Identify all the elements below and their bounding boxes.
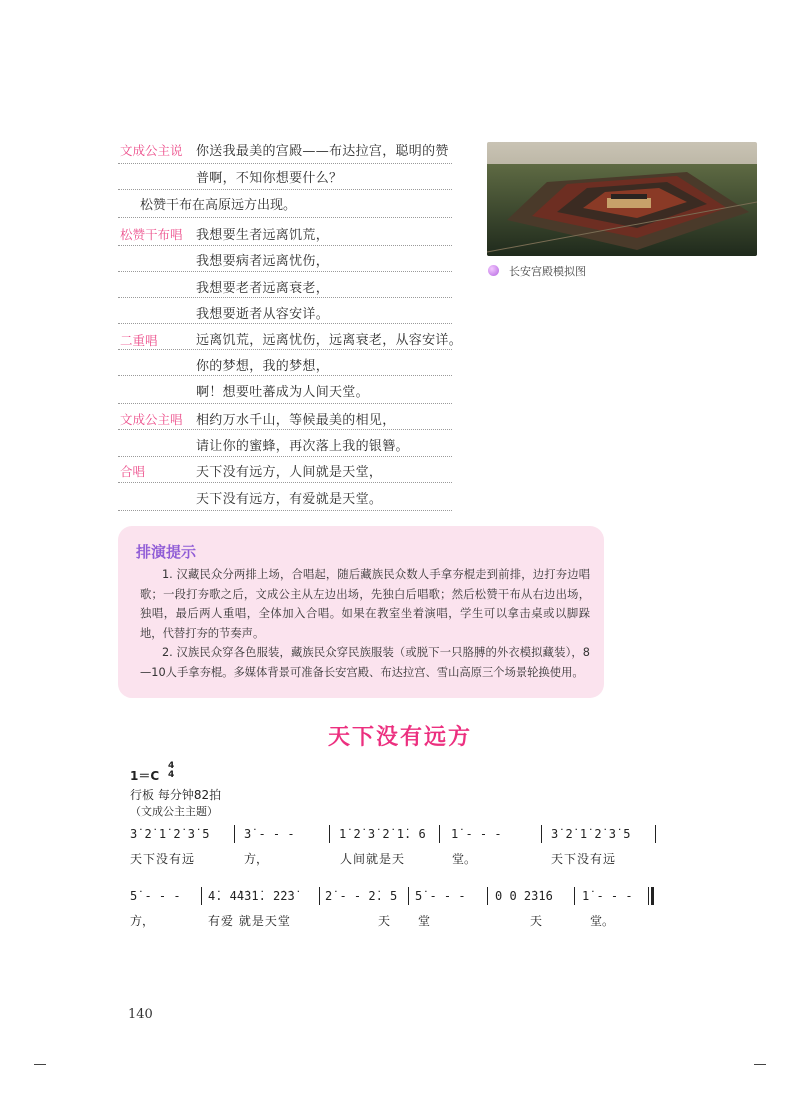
barline xyxy=(201,887,202,905)
barline xyxy=(319,887,320,905)
dialogue-line: 天下没有远方，人间就是天堂， xyxy=(196,465,383,480)
barline xyxy=(541,825,542,843)
lyric: 天 xyxy=(530,914,543,928)
barline xyxy=(329,825,330,843)
measure: 2̇ - - 2̇. 5 xyxy=(325,889,398,903)
dialogue-line: 我想要生者远离饥荒， xyxy=(196,228,330,243)
divider xyxy=(118,403,452,404)
barline xyxy=(574,887,575,905)
lyric: 天下没有远 xyxy=(130,852,196,866)
tips-paragraph: 1. 汉藏民众分两排上场，合唱起，随后藏族民众数人手拿夯棍走到前排，边打夯边唱歌；一段打夯歌之后，文成公主从左边出场，先独白后唱歌；然后松赞干布从右边出场，独唱，最后两人重唱，全体加入合唱。如果在教室坐着演唱，学生可以拿击桌或以脚跺地，代替打夯的节奏声。 xyxy=(140,568,590,640)
tips-paragraph: 2. 汉族民众穿各色服装，藏族民众穿民族服装（或脱下一只胳膊的外衣模拟藏装），8—10人手拿夯棍。多媒体背景可准备长安宫殿、布达拉宫、雪山高原三个场景轮换使用。 xyxy=(140,646,590,679)
measure: 0 0 2̇3̇1̇6 xyxy=(495,889,553,903)
lyric: 有爱 就是天堂 xyxy=(208,914,291,928)
final-barline-thin xyxy=(648,887,649,905)
photo-caption: 长安宫殿模拟图 xyxy=(509,265,586,278)
tempo-marking: 行板 每分钟82拍 xyxy=(130,788,222,802)
palace-photo xyxy=(487,142,757,256)
lyric: 方， xyxy=(244,852,269,866)
tips-title: 排演提示 xyxy=(136,543,197,561)
dialogue-line: 啊！想要吐蕃成为人间天堂。 xyxy=(196,385,369,400)
final-barline-thick xyxy=(651,887,654,905)
dialogue-line: 你的梦想，我的梦想， xyxy=(196,359,330,374)
divider xyxy=(118,482,452,483)
role-label: 合唱 xyxy=(120,464,146,479)
role-label: 松赞干布唱 xyxy=(120,227,183,242)
divider xyxy=(118,323,452,324)
divider xyxy=(118,217,452,218)
caption-bullet-icon xyxy=(488,265,499,276)
measure: 5̇ - - - xyxy=(130,889,181,903)
lyric: 天 xyxy=(378,914,391,928)
lyric: 堂 xyxy=(418,914,431,928)
divider xyxy=(118,271,452,272)
divider xyxy=(118,510,452,511)
crop-mark xyxy=(34,1064,46,1065)
dialogue-line: 我想要逝者从容安详。 xyxy=(196,307,330,322)
role-label: 文成公主说 xyxy=(120,143,183,158)
role-label: 文成公主唱 xyxy=(120,412,183,427)
lyric: 堂。 xyxy=(452,852,477,866)
dialogue-line: 相约万水千山，等候最美的相见， xyxy=(196,413,396,428)
dialogue-line: 你送我最美的宫殿——布达拉宫，聪明的赞 xyxy=(196,144,449,159)
dialogue-line: 我想要病者远离忧伤， xyxy=(196,254,330,269)
song-key: 1＝C xyxy=(130,769,160,783)
crop-mark xyxy=(754,1064,766,1065)
lyric: 人间就是天 xyxy=(340,852,406,866)
barline xyxy=(408,887,409,905)
divider xyxy=(118,429,452,430)
measure: 1̇ - - - xyxy=(582,889,633,903)
dialogue-line: 远离饥荒，远离忧伤，远离衰老，从容安详。 xyxy=(196,333,463,348)
role-label: 二重唱 xyxy=(120,333,158,348)
time-signature-top: 4 xyxy=(168,761,175,771)
divider xyxy=(118,245,452,246)
measure: 4̇. 4̇4̇3̇1̇. 2̇2̇3̇ xyxy=(208,889,295,903)
divider xyxy=(118,349,452,350)
lyric: 方， xyxy=(130,914,155,928)
measure: 3̇ 2̇ 1̇ 2̇ 3̇ 5 xyxy=(551,827,631,841)
barline xyxy=(439,825,440,843)
measure: 5̇ - - - xyxy=(415,889,466,903)
divider xyxy=(118,189,452,190)
time-signature-bottom: 4 xyxy=(168,770,175,780)
measure: 1̇ - - - xyxy=(451,827,502,841)
divider xyxy=(118,456,452,457)
measure: 3̇ 2̇ 1̇ 2̇ 3̇ 5 xyxy=(130,827,210,841)
divider xyxy=(118,297,452,298)
lyric: 堂。 xyxy=(590,914,615,928)
barline xyxy=(234,825,235,843)
measure: 1̇ 2̇ 3̇ 2̇ 1̇. 6 xyxy=(339,827,426,841)
dialogue-line: 天下没有远方，有爱就是天堂。 xyxy=(196,492,383,507)
dialogue-line: 普啊，不知你想要什么？ xyxy=(196,171,343,186)
song-subtitle: （文成公主主题） xyxy=(130,805,218,818)
stage-direction: 松赞干布在高原远方出现。 xyxy=(140,198,297,213)
divider xyxy=(118,375,452,376)
barline xyxy=(487,887,488,905)
dialogue-line: 我想要老者远离衰老， xyxy=(196,281,330,296)
lyric: 天下没有远 xyxy=(551,852,617,866)
measure: 3̇ - - - xyxy=(244,827,295,841)
divider xyxy=(118,163,452,164)
page-number: 140 xyxy=(128,1007,153,1022)
dialogue-line: 请让你的蜜蜂，再次落上我的银簪。 xyxy=(196,439,409,454)
song-title: 天下没有远方 xyxy=(327,725,472,750)
barline xyxy=(655,825,656,843)
